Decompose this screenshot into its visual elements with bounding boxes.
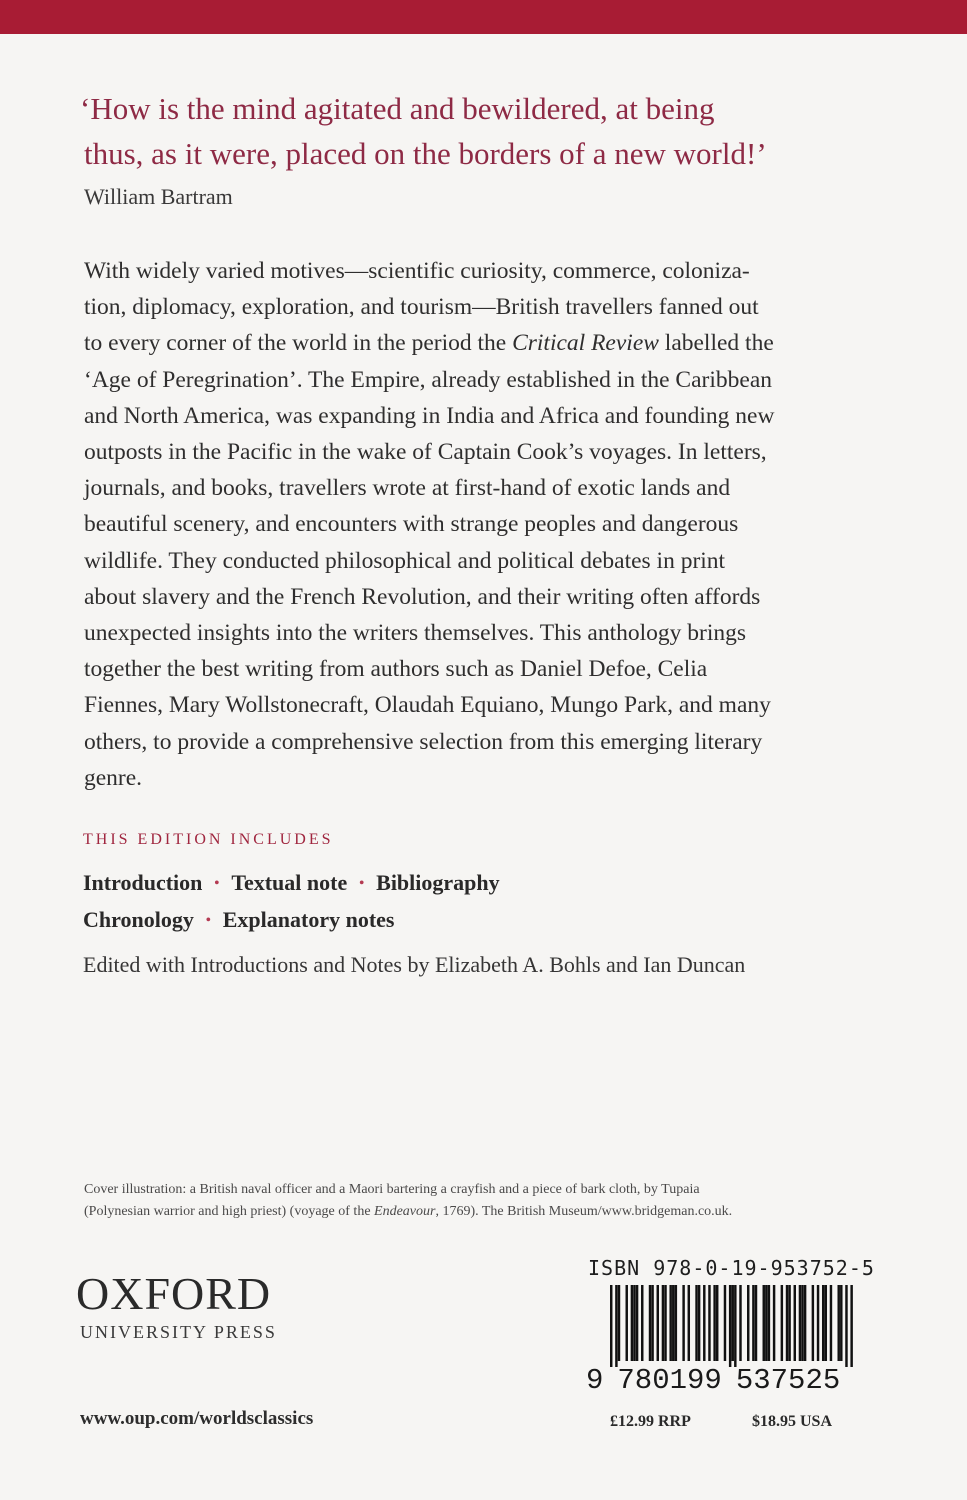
cover-illustration-credit: [84, 1179, 904, 1223]
blurb-line: Fiennes, Mary Wollstonecraft, Olaudah Equiano, Mungo Park, and many: [84, 692, 771, 719]
blurb-line: journals, and books, travellers wrote at first-hand of exotic lands and: [84, 475, 731, 502]
edition-includes-heading: THIS EDITION INCLUDES: [83, 831, 334, 848]
publisher-website-link[interactable]: www.oup.com/worldsclassics: [80, 1408, 314, 1429]
blurb-line: and North America, was expanding in India and Africa and founding new: [84, 402, 775, 429]
publisher-subtitle: UNIVERSITY PRESS: [80, 1322, 277, 1342]
include-item: Introduction: [83, 870, 203, 895]
blurb-line: [84, 325, 884, 361]
epigraph-quote: [80, 86, 900, 176]
barcode-lead-digit: 9: [586, 1364, 604, 1397]
blurb-text: to every corner of the world in the period the: [84, 330, 513, 357]
blurb-line: together the best writing from authors such as Daniel Defoe, Celia: [84, 656, 708, 683]
barcode-digits: [586, 1364, 840, 1397]
price-usd: $18.95 USA: [752, 1413, 833, 1430]
blurb-line: wildlife. They conducted philosophical and political debates in print: [84, 547, 726, 574]
credit-line-2: [84, 1201, 904, 1223]
barcode-group-2: 537525: [735, 1364, 841, 1397]
blurb-line: ‘Age of Peregrination’. The Empire, already established in the Caribbean: [84, 366, 773, 393]
isbn-label: ISBN 978-0-19-953752-5: [588, 1256, 875, 1280]
edition-includes-list: [83, 866, 500, 940]
journal-title: Critical Review: [512, 330, 659, 357]
description-blurb: [84, 253, 884, 796]
barcode-icon: [610, 1285, 853, 1367]
include-item: Chronology: [83, 907, 194, 932]
ship-name: Endeavour: [374, 1204, 436, 1219]
blurb-line: beautiful scenery, and encounters with strange peoples and dangerous: [84, 511, 739, 538]
blurb-line: tion, diplomacy, exploration, and tourism—British travellers fanned out: [84, 294, 759, 321]
editors-credit: Edited with Introductions and Notes by Elizabeth A. Bohls and Ian Duncan: [83, 952, 746, 977]
blurb-line: about slavery and the French Revolution, and their writing often affords: [84, 583, 761, 610]
quote-author: William Bartram: [84, 184, 233, 209]
includes-row-2: [83, 903, 500, 940]
blurb-line: others, to provide a comprehensive selection from this emerging literary: [84, 728, 763, 755]
bullet-icon: •: [214, 876, 220, 891]
quote-line-2: thus, as it were, placed on the borders of a new world!’: [84, 136, 767, 171]
top-color-band: [0, 0, 967, 34]
include-item: Textual note: [231, 870, 348, 895]
include-item: Explanatory notes: [222, 907, 395, 932]
credit-text: , 1769). The British Museum/www.bridgeman.co.uk.: [435, 1204, 733, 1219]
blurb-line: unexpected insights into the writers themselves. This anthology brings: [84, 620, 747, 647]
bullet-icon: •: [359, 876, 365, 891]
includes-row-1: [83, 866, 500, 903]
credit-text: (Polynesian warrior and high priest) (voyage of the: [84, 1204, 375, 1219]
credit-line-1: Cover illustration: a British naval officer and a Maori bartering a crayfish and a piece of bark cloth, by Tupaia: [84, 1182, 700, 1197]
blurb-line: outposts in the Pacific in the wake of Captain Cook’s voyages. In letters,: [84, 439, 767, 466]
price-gbp: £12.99 RRP: [610, 1413, 691, 1430]
blurb-text: labelled the: [658, 330, 774, 357]
publisher-logo: OXFORD: [76, 1268, 272, 1319]
bullet-icon: •: [205, 913, 211, 928]
quote-line-1: ‘How is the mind agitated and bewildered, at being: [80, 91, 715, 126]
blurb-line: genre.: [84, 764, 143, 791]
include-item: Bibliography: [376, 870, 500, 895]
barcode-group-1: 780199: [617, 1364, 722, 1397]
blurb-line: With widely varied motives—scientific curiosity, commerce, coloniza-: [84, 258, 750, 284]
